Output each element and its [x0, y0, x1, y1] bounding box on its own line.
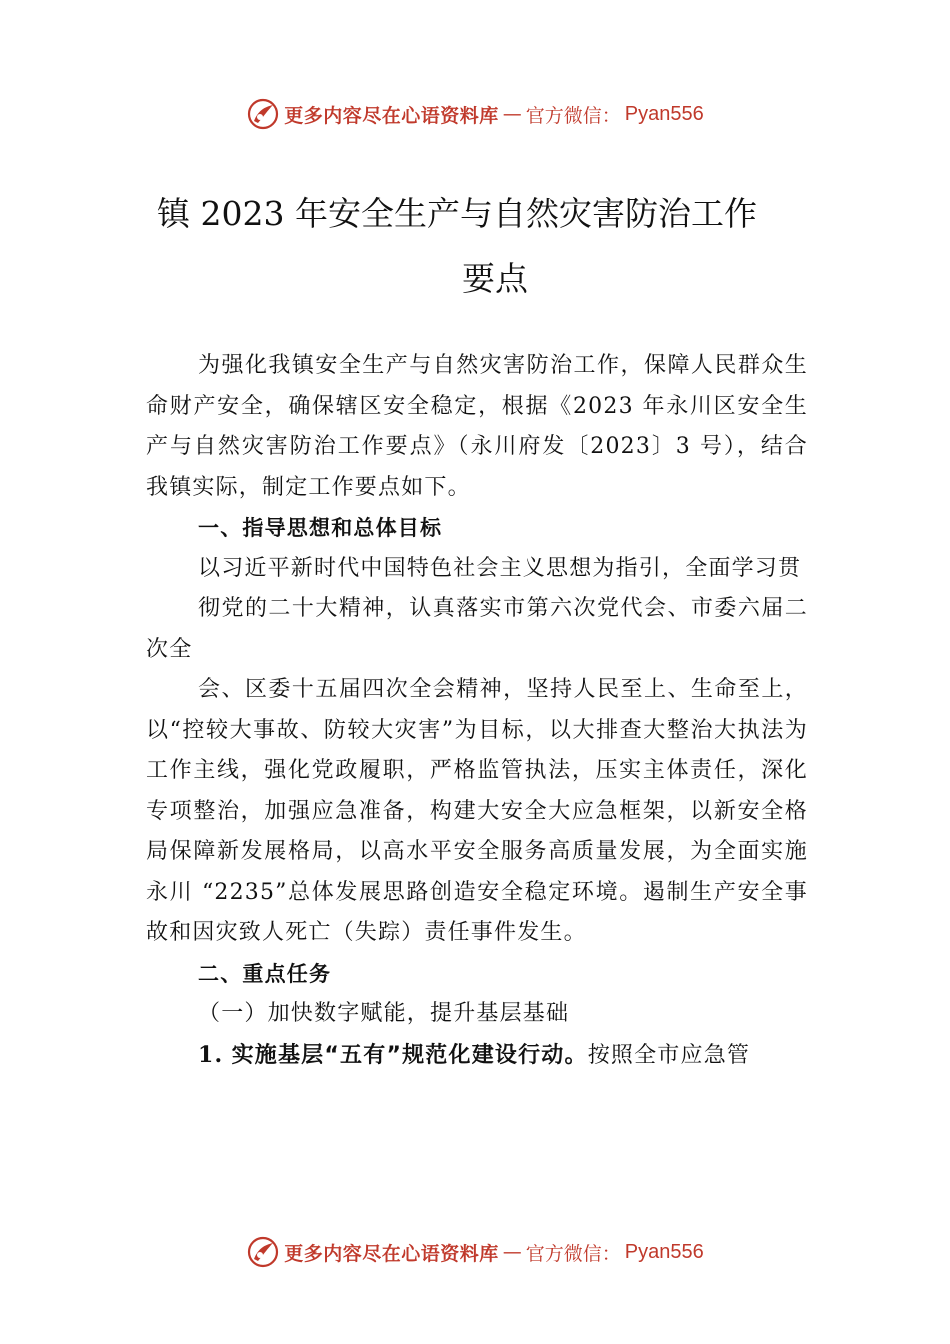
section2-subheading: （一）加快数字赋能，提升基层基础 [198, 1001, 570, 1026]
watermark-wechat-label: 官方微信： [525, 104, 621, 127]
intro-paragraph: 为强化我镇安全生产与自然灾害防治工作，保障人民群众生命财产安全，确保辖区安全稳定，根据《2023 年永川区安全生产与自然灾害防治工作要点》（永川府发〔2023〕3 号），结合我镇实际，制定工作要点如下。 [146, 353, 808, 500]
brush-logo-icon [246, 1235, 280, 1269]
watermark-text: 更多内容尽在心语资料库 [284, 1242, 499, 1265]
footer-watermark [0, 1230, 950, 1274]
watermark-wechat-id: Pyan556 [624, 1240, 704, 1263]
watermark-wechat-label: 官方微信： [525, 1242, 621, 1265]
section1-paragraph1: 以习近平新时代中国特色社会主义思想为指引，全面学习贯 [198, 555, 802, 581]
item1-text: 按照全市应急管 [587, 1042, 751, 1068]
document-title-line1: 镇 2023 年安全生产与自然灾害防治工作 [157, 194, 757, 233]
document-title-line2: 要点 [462, 259, 528, 298]
header-watermark [0, 92, 950, 136]
section2-item1 [146, 1035, 808, 1077]
section2-heading: 二、重点任务 [198, 961, 332, 986]
watermark-text: 更多内容尽在心语资料库 [284, 104, 499, 127]
watermark-dash: — [502, 103, 522, 125]
watermark-wechat-id: Pyan556 [624, 102, 704, 125]
watermark-dash: — [502, 1241, 522, 1263]
section1-paragraph2: 彻党的二十大精神，认真落实市第六次党代会、市委六届二次全 [146, 596, 808, 662]
section1-heading: 一、指导思想和总体目标 [198, 516, 443, 540]
section1-paragraph3: 会、区委十五届四次全会精神，坚持人民至上、生命至上，以“控较大事故、防较大灾害”为目标，以大排查大整治大执法为工作主线，强化党政履职，严格监管执法，压实主体责任，深化专项整治，加强应急准备，构建大安全大应急框架，以新安全格局保障新发展格局，以高水平安全服务高质量发展，为全面实施永川 “2235”总体发展思路创造安全稳定环境。遏制生产安全事故和因灾致人死亡（失踪）责任事件发生。 [146, 677, 808, 945]
brush-logo-icon [246, 97, 280, 131]
document-body [146, 346, 808, 1076]
item1-title: 实施基层“五有”规范化建设行动。 [231, 1042, 588, 1068]
item1-number: 1. [198, 1041, 224, 1068]
